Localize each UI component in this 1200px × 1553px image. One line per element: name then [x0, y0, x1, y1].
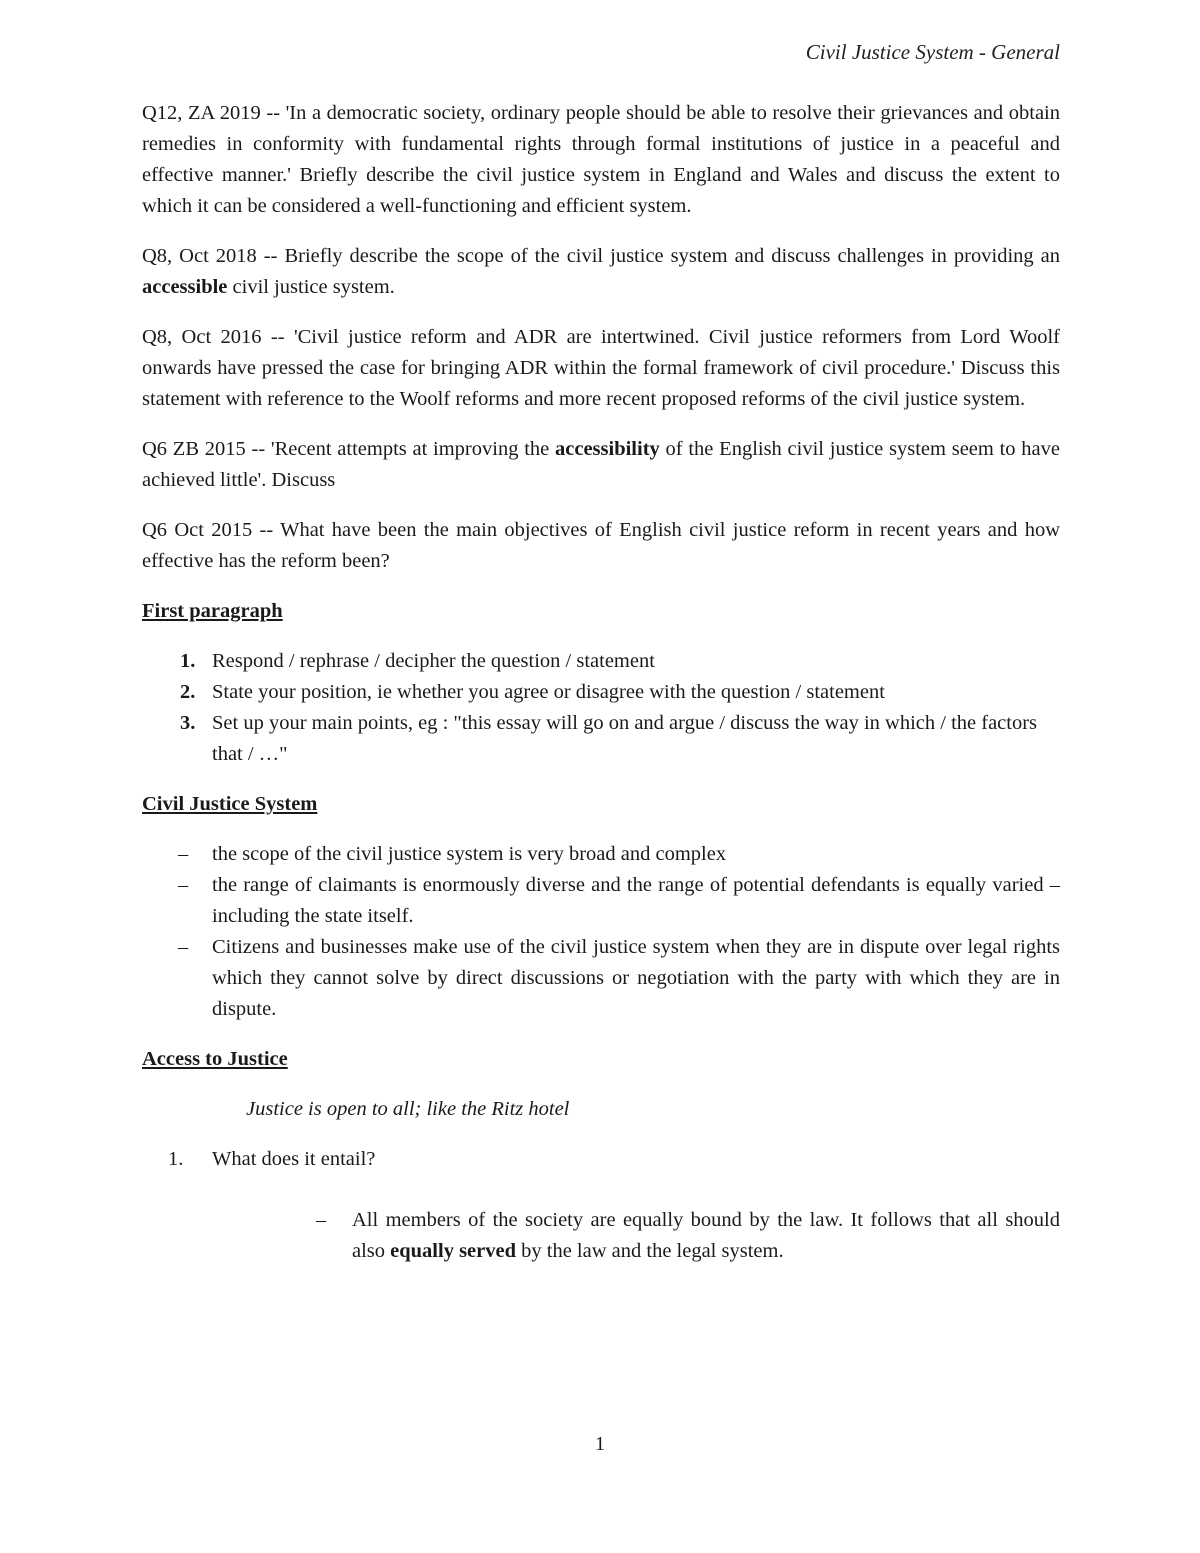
question-text-pre: Q6 ZB 2015 -- 'Recent attempts at improving the: [142, 438, 556, 460]
question-text-pre: Q8, Oct 2018 -- Briefly describe the scope of the civil justice system and discuss challenges in providing an: [142, 245, 1060, 267]
question-q8-oct-2018: [142, 241, 1060, 303]
list-number: 1.: [180, 650, 196, 672]
dash-bullet: –: [316, 1209, 327, 1231]
dash-bullet: –: [178, 843, 189, 865]
question-q12-za-2019: Q12, ZA 2019 -- 'In a democratic society, ordinary people should be able to resolve their grievances and obtain remedies in conformity with fundamental rights through formal institutions of justice in a peaceful and effective manner.' Briefly describe the civil justice system in England and Wales and discuss the extent to which it can be considered a well-functioning and efficient system.: [142, 102, 1060, 217]
running-header: Civil Justice System - General: [805, 40, 1060, 64]
question-q6-oct-2015: Q6 Oct 2015 -- What have been the main objectives of English civil justice reform in recent years and how effective has the reform been?: [142, 519, 1060, 572]
page-number: 1: [595, 1433, 605, 1455]
access-quote: Justice is open to all; like the Ritz hotel: [246, 1098, 570, 1120]
sub-list-item: [212, 1205, 1060, 1267]
list-item: [142, 708, 1060, 770]
list-item: [142, 932, 1060, 1025]
list-item: [142, 870, 1060, 932]
list-item-text: the scope of the civil justice system is very broad and complex: [212, 843, 727, 865]
sub-text-pre: All members of the society are equally bound by the law. It follows that all should also: [352, 1209, 1060, 1262]
question-text-bold: accessible: [142, 276, 228, 298]
list-item-text: State your position, ie whether you agree or disagree with the question / statement: [212, 681, 885, 703]
question-q6-zb-2015: [142, 434, 1060, 496]
list-item-text: Set up your main points, eg : "this essay will go on and argue / discuss the way in which / the factors that / …": [212, 712, 1038, 765]
dash-bullet: –: [178, 874, 189, 896]
list-item-text: What does it entail?: [212, 1148, 376, 1170]
question-q8-oct-2016: Q8, Oct 2016 -- 'Civil justice reform and ADR are intertwined. Civil justice reformers from Lord Woolf onwards have pressed the case for bringing ADR within the formal framework of civil procedure.' Discuss this statement with reference to the Woolf reforms and more recent proposed reforms of the civil justice system.: [142, 326, 1060, 410]
sub-text-post: by the law and the legal system.: [516, 1240, 784, 1262]
list-item: [142, 839, 1060, 870]
question-text-post: of the English civil justice system seem to have achieved little'. Discuss: [142, 438, 1060, 491]
sub-text-bold: equally served: [390, 1240, 516, 1262]
section-heading-civil-justice-system: Civil Justice System: [142, 793, 318, 815]
section-heading-first-paragraph: First paragraph: [142, 600, 283, 622]
list-number: 1.: [168, 1148, 184, 1170]
dash-bullet: –: [178, 936, 189, 958]
list-item-text: the range of claimants is enormously diverse and the range of potential defendants is equally varied – including the state itself.: [212, 874, 1060, 927]
list-item: [142, 1144, 1060, 1267]
access-sub-list: [212, 1205, 1060, 1267]
list-number: 3.: [180, 712, 196, 734]
question-text-post: civil justice system.: [227, 276, 395, 298]
first-paragraph-list: [142, 646, 1060, 770]
list-item-text: Citizens and businesses make use of the civil justice system when they are in dispute over legal rights which they cannot solve by direct discussions or negotiation with the party with which they are in dispute.: [212, 936, 1060, 1020]
list-item: [142, 677, 1060, 708]
civil-justice-list: [142, 839, 1060, 1025]
document-body: [142, 98, 1060, 1286]
question-text-bold: accessibility: [555, 438, 660, 460]
list-number: 2.: [180, 681, 196, 703]
section-heading-access-to-justice: Access to Justice: [142, 1048, 288, 1070]
access-list: [142, 1144, 1060, 1267]
list-item-text: Respond / rephrase / decipher the question / statement: [212, 650, 655, 672]
list-item: [142, 646, 1060, 677]
